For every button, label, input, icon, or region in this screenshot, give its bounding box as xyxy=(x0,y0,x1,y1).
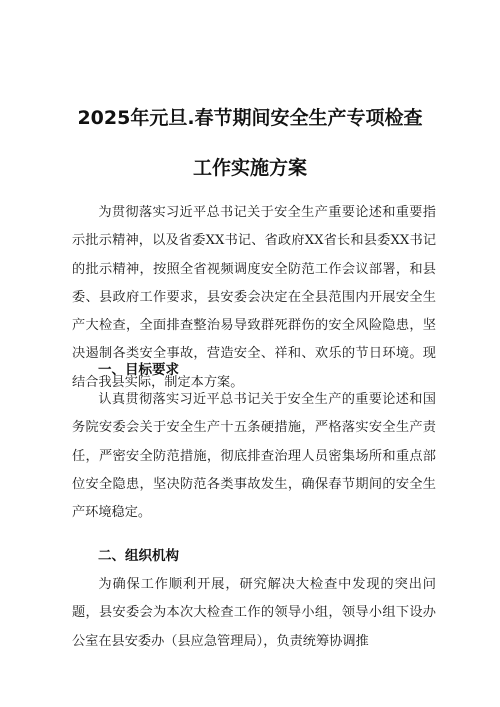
section-organization-paragraph: 为确保工作顺利开展，研究解决大检查中发现的突出问题，县安委会为本次大检查工作的领导小组，领导小组下设办公室在县安委办（县应急管理局），负责统筹协调推 xyxy=(72,577,436,649)
section-organization-block xyxy=(72,571,436,656)
document-title-line-2: 工作实施方案 xyxy=(192,157,307,179)
section-goals-paragraph: 认真贯彻落实习近平总书记关于安全生产的重要论述和国务院安委会关于安全生产十五条硬措施，严格落实安全生产责任，严密安全防范措施，彻底排查治理人员密集场所和重点部位安全隐患，坚决防范各类事故发生，确保春节期间的安全生产环境稳定。 xyxy=(72,392,436,521)
section-heading-goals: 一、目标要求 xyxy=(98,362,179,378)
document-title-line-1: 2025年元旦.春节期间安全生产专项检查 xyxy=(77,107,423,129)
intro-paragraph: 为贯彻落实习近平总书记关于安全生产重要论述和重要指示批示精神，以及省委XX书记、省政府XX省长和县委XX书记的批示精神，按照全省视频调度安全防范工作会议部署，和县委、县政府工作要求，县安委会决定在全县范围内开展安全生产大检查，全面排查整治易导致群死群伤的安全风险隐患，坚决遏制各类安全事故，营造安全、祥和、欢乐的节日环境。现结合我县实际，制定本方案。 xyxy=(72,205,436,390)
section-goals-block xyxy=(72,386,436,527)
section-heading-organization: 二、组织机构 xyxy=(98,548,179,564)
